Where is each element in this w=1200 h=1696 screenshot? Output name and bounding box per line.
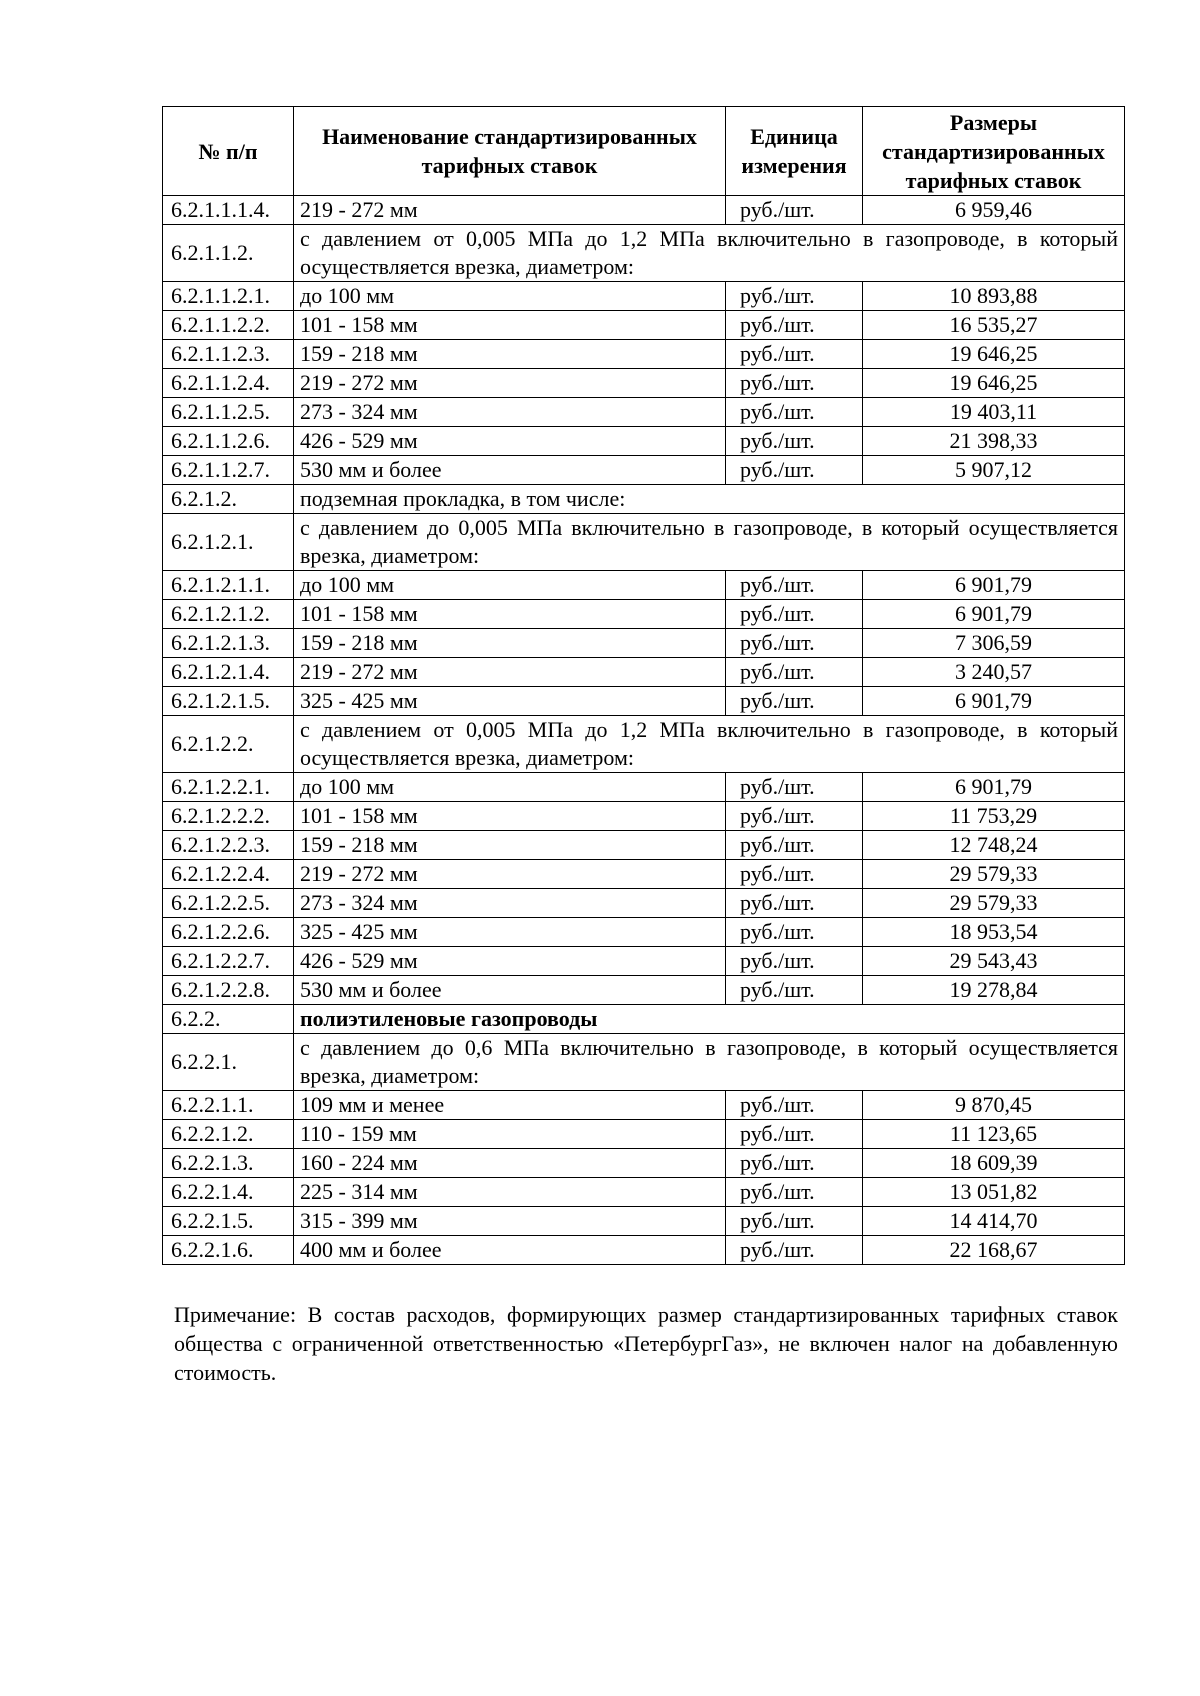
row-number: 6.2.1.2.2.8. xyxy=(163,976,294,1005)
row-name: 273 - 324 мм xyxy=(294,398,726,427)
row-name: 219 - 272 мм xyxy=(294,860,726,889)
row-name: 400 мм и более xyxy=(294,1236,726,1265)
row-name: 159 - 218 мм xyxy=(294,629,726,658)
row-number: 6.2.1.1.2.7. xyxy=(163,456,294,485)
row-name: 159 - 218 мм xyxy=(294,831,726,860)
group-header-row xyxy=(163,716,1125,773)
row-number: 6.2.1.2.2.3. xyxy=(163,831,294,860)
table-row xyxy=(163,369,1125,398)
row-name: с давлением до 0,005 МПа включительно в газопроводе, в который осуществляется врезка, диаметром: xyxy=(294,514,1125,571)
row-value: 18 609,39 xyxy=(863,1149,1125,1178)
row-name: 159 - 218 мм xyxy=(294,340,726,369)
row-name: 426 - 529 мм xyxy=(294,427,726,456)
row-value: 11 123,65 xyxy=(863,1120,1125,1149)
row-value: 13 051,82 xyxy=(863,1178,1125,1207)
row-unit: руб./шт. xyxy=(726,427,863,456)
row-value: 29 543,43 xyxy=(863,947,1125,976)
row-number: 6.2.2.1.4. xyxy=(163,1178,294,1207)
row-number: 6.2.1.1.2.1. xyxy=(163,282,294,311)
row-name: 225 - 314 мм xyxy=(294,1178,726,1207)
row-unit: руб./шт. xyxy=(726,1207,863,1236)
footnote: Примечание: В состав расходов, формирующих размер стандартизированных тарифных ставок общества с ограниченной ответственностью «ПетербургГаз», не включен налог на добавленную стоимость. xyxy=(174,1302,1118,1385)
row-name: 325 - 425 мм xyxy=(294,687,726,716)
row-name: 160 - 224 мм xyxy=(294,1149,726,1178)
row-name: 101 - 158 мм xyxy=(294,600,726,629)
table-body xyxy=(163,196,1125,1265)
row-name: подземная прокладка, в том числе: xyxy=(294,485,1125,514)
tariff-table xyxy=(162,106,1125,1265)
row-value: 6 959,46 xyxy=(863,196,1125,225)
row-unit: руб./шт. xyxy=(726,1149,863,1178)
row-value: 9 870,45 xyxy=(863,1091,1125,1120)
row-value: 6 901,79 xyxy=(863,773,1125,802)
row-number: 6.2.2. xyxy=(163,1005,294,1034)
row-unit: руб./шт. xyxy=(726,918,863,947)
row-value: 3 240,57 xyxy=(863,658,1125,687)
row-unit: руб./шт. xyxy=(726,860,863,889)
group-header-row xyxy=(163,225,1125,282)
table-row xyxy=(163,340,1125,369)
row-number: 6.2.1.2.1.1. xyxy=(163,571,294,600)
row-name: 530 мм и более xyxy=(294,456,726,485)
row-value: 19 646,25 xyxy=(863,340,1125,369)
row-unit: руб./шт. xyxy=(726,1091,863,1120)
row-number: 6.2.1.2.2.6. xyxy=(163,918,294,947)
row-number: 6.2.1.1.2. xyxy=(163,225,294,282)
row-number: 6.2.2.1.1. xyxy=(163,1091,294,1120)
header-row xyxy=(163,107,1125,196)
row-unit: руб./шт. xyxy=(726,196,863,225)
row-name: до 100 мм xyxy=(294,282,726,311)
row-name: 315 - 399 мм xyxy=(294,1207,726,1236)
row-number: 6.2.1.2.2. xyxy=(163,716,294,773)
row-unit: руб./шт. xyxy=(726,976,863,1005)
row-unit: руб./шт. xyxy=(726,687,863,716)
group-header-row xyxy=(163,514,1125,571)
table-row xyxy=(163,687,1125,716)
header-num: № п/п xyxy=(163,107,294,196)
row-unit: руб./шт. xyxy=(726,1120,863,1149)
row-value: 14 414,70 xyxy=(863,1207,1125,1236)
row-value: 12 748,24 xyxy=(863,831,1125,860)
row-value: 19 278,84 xyxy=(863,976,1125,1005)
row-value: 7 306,59 xyxy=(863,629,1125,658)
header-unit: Единица измерения xyxy=(726,107,863,196)
row-unit: руб./шт. xyxy=(726,398,863,427)
row-unit: руб./шт. xyxy=(726,282,863,311)
row-name: 219 - 272 мм xyxy=(294,658,726,687)
table-row xyxy=(163,1236,1125,1265)
row-number: 6.2.1.2.1.2. xyxy=(163,600,294,629)
row-value: 18 953,54 xyxy=(863,918,1125,947)
row-unit: руб./шт. xyxy=(726,889,863,918)
row-number: 6.2.2.1. xyxy=(163,1034,294,1091)
table-row xyxy=(163,889,1125,918)
header-name: Наименование стандартизированных тарифных ставок xyxy=(294,107,726,196)
table-row xyxy=(163,600,1125,629)
row-value: 6 901,79 xyxy=(863,687,1125,716)
row-number: 6.2.1.2.2.7. xyxy=(163,947,294,976)
table-row xyxy=(163,773,1125,802)
row-unit: руб./шт. xyxy=(726,658,863,687)
row-name: 101 - 158 мм xyxy=(294,311,726,340)
row-unit: руб./шт. xyxy=(726,629,863,658)
row-number: 6.2.1.2.1.3. xyxy=(163,629,294,658)
table-row xyxy=(163,196,1125,225)
row-number: 6.2.1.1.1.4. xyxy=(163,196,294,225)
table-row xyxy=(163,1149,1125,1178)
row-number: 6.2.1.2.2.5. xyxy=(163,889,294,918)
row-name: 109 мм и менее xyxy=(294,1091,726,1120)
row-name: до 100 мм xyxy=(294,773,726,802)
row-number: 6.2.1.1.2.5. xyxy=(163,398,294,427)
row-unit: руб./шт. xyxy=(726,600,863,629)
row-value: 10 893,88 xyxy=(863,282,1125,311)
row-number: 6.2.1.1.2.3. xyxy=(163,340,294,369)
row-name: 530 мм и более xyxy=(294,976,726,1005)
table-row xyxy=(163,571,1125,600)
row-name: 110 - 159 мм xyxy=(294,1120,726,1149)
row-name: с давлением от 0,005 МПа до 1,2 МПа включительно в газопроводе, в который осуществляется врезка, диаметром: xyxy=(294,225,1125,282)
row-number: 6.2.1.2.1.5. xyxy=(163,687,294,716)
row-value: 22 168,67 xyxy=(863,1236,1125,1265)
row-number: 6.2.2.1.2. xyxy=(163,1120,294,1149)
row-number: 6.2.1.1.2.6. xyxy=(163,427,294,456)
row-name: 219 - 272 мм xyxy=(294,369,726,398)
table-row xyxy=(163,1091,1125,1120)
row-name: 273 - 324 мм xyxy=(294,889,726,918)
section-header-row xyxy=(163,1005,1125,1034)
table-row xyxy=(163,398,1125,427)
row-unit: руб./шт. xyxy=(726,1178,863,1207)
row-value: 19 646,25 xyxy=(863,369,1125,398)
table-row xyxy=(163,976,1125,1005)
row-name: 325 - 425 мм xyxy=(294,918,726,947)
row-number: 6.2.2.1.3. xyxy=(163,1149,294,1178)
table-row xyxy=(163,456,1125,485)
row-name: 426 - 529 мм xyxy=(294,947,726,976)
row-number: 6.2.2.1.5. xyxy=(163,1207,294,1236)
row-unit: руб./шт. xyxy=(726,311,863,340)
row-value: 5 907,12 xyxy=(863,456,1125,485)
table-row xyxy=(163,311,1125,340)
row-number: 6.2.1.1.2.2. xyxy=(163,311,294,340)
row-value: 6 901,79 xyxy=(863,600,1125,629)
row-value: 19 403,11 xyxy=(863,398,1125,427)
row-unit: руб./шт. xyxy=(726,947,863,976)
row-name: 219 - 272 мм xyxy=(294,196,726,225)
group-header-row xyxy=(163,1034,1125,1091)
row-unit: руб./шт. xyxy=(726,571,863,600)
table-row xyxy=(163,1207,1125,1236)
row-number: 6.2.1.2.1. xyxy=(163,514,294,571)
table-row xyxy=(163,947,1125,976)
row-value: 21 398,33 xyxy=(863,427,1125,456)
table-header xyxy=(163,107,1125,196)
table-row xyxy=(163,282,1125,311)
row-number: 6.2.1.2.2.1. xyxy=(163,773,294,802)
row-name: полиэтиленовые газопроводы xyxy=(294,1005,1125,1034)
row-unit: руб./шт. xyxy=(726,802,863,831)
row-name: с давлением до 0,6 МПа включительно в газопроводе, в который осуществляется врезка, диаметром: xyxy=(294,1034,1125,1091)
table-row xyxy=(163,831,1125,860)
row-value: 16 535,27 xyxy=(863,311,1125,340)
row-unit: руб./шт. xyxy=(726,456,863,485)
table-row xyxy=(163,658,1125,687)
header-value: Размеры стандартизированных тарифных ставок xyxy=(863,107,1125,196)
row-name: до 100 мм xyxy=(294,571,726,600)
row-unit: руб./шт. xyxy=(726,340,863,369)
row-number: 6.2.1.2.1.4. xyxy=(163,658,294,687)
table-row xyxy=(163,802,1125,831)
row-number: 6.2.1.1.2.4. xyxy=(163,369,294,398)
table-row xyxy=(163,860,1125,889)
row-name: 101 - 158 мм xyxy=(294,802,726,831)
table-row xyxy=(163,1178,1125,1207)
row-number: 6.2.1.2. xyxy=(163,485,294,514)
row-number: 6.2.1.2.2.2. xyxy=(163,802,294,831)
row-value: 11 753,29 xyxy=(863,802,1125,831)
table-row xyxy=(163,1120,1125,1149)
section-header-row xyxy=(163,485,1125,514)
row-unit: руб./шт. xyxy=(726,773,863,802)
row-number: 6.2.1.2.2.4. xyxy=(163,860,294,889)
table-row xyxy=(163,427,1125,456)
table-row xyxy=(163,629,1125,658)
row-unit: руб./шт. xyxy=(726,369,863,398)
table-row xyxy=(163,918,1125,947)
row-value: 29 579,33 xyxy=(863,860,1125,889)
row-number: 6.2.2.1.6. xyxy=(163,1236,294,1265)
row-value: 29 579,33 xyxy=(863,889,1125,918)
row-name: с давлением от 0,005 МПа до 1,2 МПа включительно в газопроводе, в который осуществляется врезка, диаметром: xyxy=(294,716,1125,773)
row-value: 6 901,79 xyxy=(863,571,1125,600)
row-unit: руб./шт. xyxy=(726,1236,863,1265)
row-unit: руб./шт. xyxy=(726,831,863,860)
